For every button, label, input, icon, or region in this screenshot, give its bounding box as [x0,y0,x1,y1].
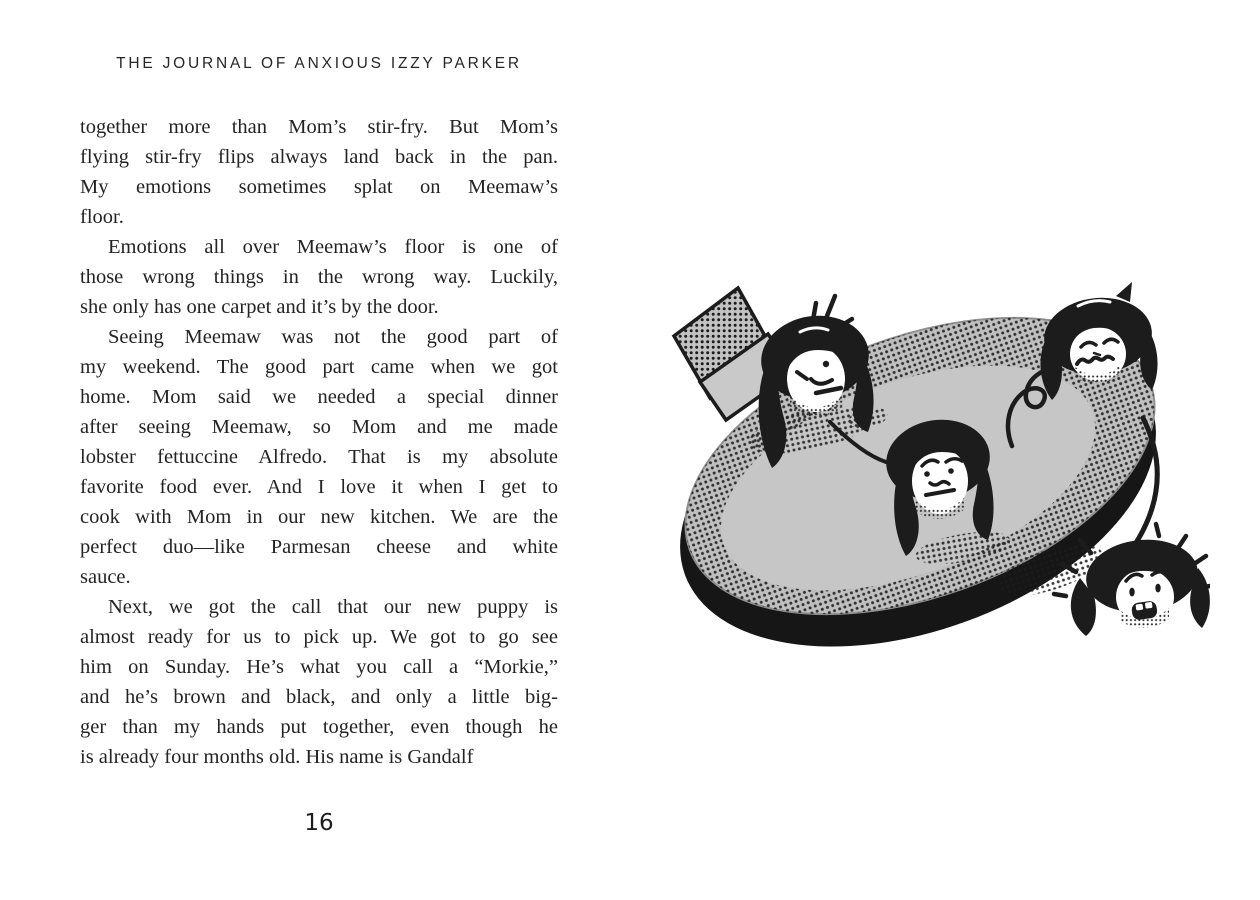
text-line: almost ready for us to pick up. We got to go see [80,626,558,648]
text-line: Next, we got the call that our new puppy is [108,596,558,618]
text-line: she only has one carpet and it’s by the door. [80,296,439,318]
pan-illustration-svg [650,240,1210,660]
text-line: floor. [80,206,124,228]
text-line: after seeing Meemaw, so Mom and me made [80,416,558,438]
running-header: THE JOURNAL OF ANXIOUS IZZY PARKER [116,55,522,72]
illustration-stirfry-pan [650,240,1210,660]
text-line: those wrong things in the wrong way. Luckily, [80,266,558,288]
text-line: My emotions sometimes splat on Meemaw’s [80,176,558,198]
text-line: and he’s brown and black, and only a little big- [80,686,558,708]
paragraph [80,112,558,232]
page-number: 16 [304,810,334,836]
text-line: my weekend. The good part came when we got [80,356,558,378]
paragraph [80,232,558,322]
text-line: lobster fettuccine Alfredo. That is my absolute [80,446,558,468]
paragraph [80,592,558,772]
text-line: home. Mom said we needed a special dinner [80,386,558,408]
text-line: ger than my hands put together, even though he [80,716,558,738]
text-line: Seeing Meemaw was not the good part of [108,326,558,348]
body-text-column [80,112,558,772]
text-line: favorite food ever. And I love it when I get to [80,476,558,498]
text-line: cook with Mom in our new kitchen. We are the [80,506,558,528]
text-line: sauce. [80,566,131,588]
text-line: together more than Mom’s stir-fry. But Mom’s [80,116,558,138]
text-line: flying stir-fry flips always land back in the pan. [80,146,558,168]
text-line: is already four months old. His name is Gandalf [80,746,474,768]
text-line: him on Sunday. He’s what you call a “Morkie,” [80,656,558,678]
paragraph [80,322,558,592]
text-line: perfect duo—like Parmesan cheese and white [80,536,558,558]
text-line: Emotions all over Meemaw’s floor is one of [108,236,558,258]
